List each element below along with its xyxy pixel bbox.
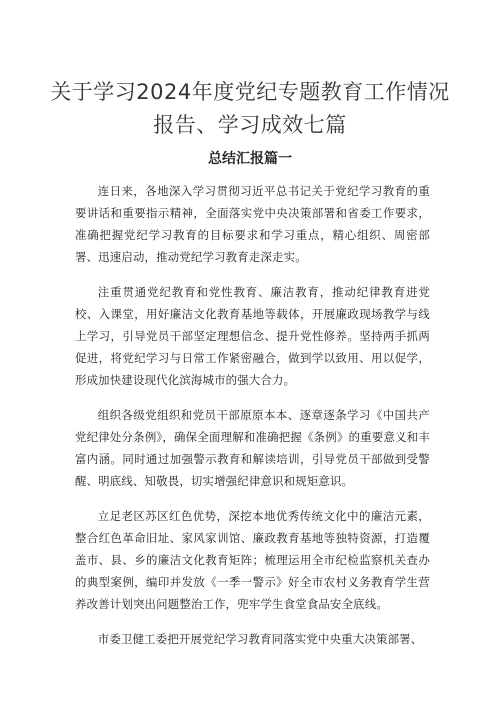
paragraph-3: 组织各级党组织和党员干部原原本本、逐章逐条学习《中国共产党纪律处分条例》，确保全面理解和准确把握《条例》的重要意义和丰富内涵。同时通过加强警示教育和解读培训，引导党员干部做到受警醒、明底线、知敬畏，切实增强纪律意识和规矩意识。 — [75, 408, 430, 488]
paragraph-5: 市委卫健工委把开展党纪学习教育同落实党中央重大决策部署、 — [97, 632, 423, 646]
paragraph-2: 注重贯通党纪教育和党性教育、廉洁教育，推动纪律教育进党校、入课堂，用好廉洁文化教育基地等载体，开展廉政现场教学与线上学习，引导党员干部坚定理想信念、提升党性修养。坚持两手抓两促进，将党纪学习与日常工作紧密融合，做到学以致用、用以促学，形成加快建设现代化滨海城市的强大合力。 — [75, 285, 430, 387]
document-title — [0, 76, 500, 142]
title-line-1: 关于学习2024年度党纪专题教育工作情况 — [50, 80, 450, 105]
document-body — [75, 180, 430, 663]
title-line-2: 报告、学习成效七篇 — [153, 113, 347, 138]
section-heading: 总结汇报篇一 — [208, 151, 292, 167]
paragraph-4: 立足老区苏区红色优势，深挖本地优秀传统文化中的廉洁元素，整合红色革命旧址、家风家训馆、廉政教育基地等独特资源，打造覆盖市、县、乡的廉洁文化教育矩阵；梳理运用全市纪检监察机关查办的典型案例，编印并发放《一季一警示》好全市农村义务教育学生营养改善计划突出问题整治工作，兜牢学生食堂食品安全底线。 — [75, 509, 430, 611]
paragraph-1: 连日来，各地深入学习贯彻习近平总书记关于党纪学习教育的重要讲话和重要指示精神，全面落实党中央决策部署和省委工作要求，准确把握党纪学习教育的目标要求和学习重点，精心组织、周密部署、迅速启动，推动党纪学习教育走深走实。 — [75, 184, 430, 264]
